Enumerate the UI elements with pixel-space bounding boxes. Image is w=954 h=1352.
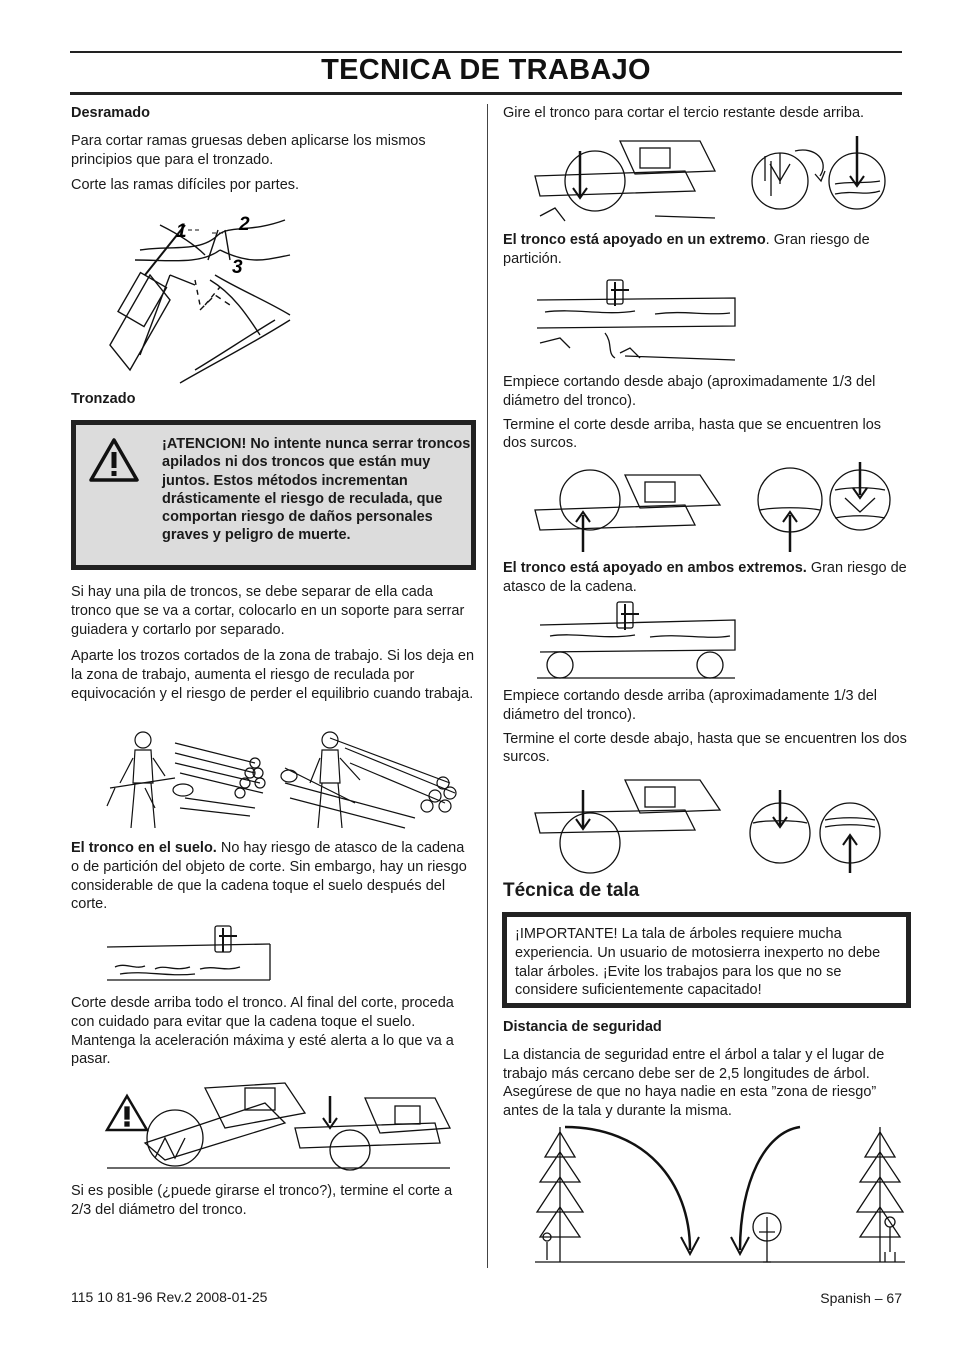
tronzado-heading: Tronzado xyxy=(71,391,136,407)
desramado-paragraph-2: Corte las ramas difíciles por partes. xyxy=(71,177,300,194)
desramado-paragraph-1: Para cortar ramas gruesas deben aplicarse los mismos principios que para el tronzado. xyxy=(71,132,426,168)
important-text: ¡IMPORTANTE! La tala de árboles requiere mucha experiencia. Un usuario de motosierra inexperto no debe talar árboles. ¡Evite los trabajos para los que no se considere suficientemente capacitado! xyxy=(515,926,881,999)
column-divider xyxy=(487,104,488,1268)
extremo-bold: El tronco está apoyado en un extremo xyxy=(503,232,766,248)
left-column xyxy=(71,104,476,195)
ambos-bold: El tronco está apoyado en ambos extremos. xyxy=(503,560,807,576)
posible-paragraph: Si es posible (¿puede girarse el tronco?), termine el corte a 2/3 del diámetro del tronco. xyxy=(71,1183,453,1218)
suelo-rest: No hay riesgo de atasco de la cadena o de partición del objeto de corte. Sin embargo, hay un riesgo considerable de que la cadena toque el suelo después del corte. xyxy=(71,840,467,913)
tala-section xyxy=(503,880,908,902)
footer-left: 115 10 81-96 Rev.2 2008-01-25 xyxy=(71,1289,268,1305)
warning-box xyxy=(71,420,476,570)
suelo-bold: El tronco en el suelo. xyxy=(71,840,217,856)
right-column-arriba xyxy=(503,687,908,767)
gire-paragraph: Gire el tronco para cortar el tercio restante desde arriba. xyxy=(503,105,865,121)
right-column-ambos xyxy=(503,559,908,597)
both-ends-support-figure xyxy=(535,600,740,682)
important-box xyxy=(502,912,911,1008)
log-stacks-figure xyxy=(105,728,465,834)
desramado-heading: Desramado xyxy=(71,105,150,121)
safety-distance-figure xyxy=(535,1122,905,1267)
delimbing-figure xyxy=(100,205,295,385)
aparte-paragraph: Aparte los trozos cortados de la zona de trabajo. Si los deja en la zona de trabajo, aumenta el riesgo de reculada por equivocación y el riesgo de perder el equilibrio cuando trabaja. xyxy=(71,648,475,702)
corte-paragraph: Corte desde arriba todo el tronco. Al final del corte, proceda con cuidado para evitar que la cadena toque el suelo. Mantenga la aceleración máxima y esté alerta a lo que va a pasar. xyxy=(71,995,454,1068)
delimbing-label-2: 2 xyxy=(239,214,250,235)
right-column-extremo xyxy=(503,231,908,269)
ground-cut-figure xyxy=(105,1078,455,1173)
right-column-distancia xyxy=(503,1018,908,1121)
ambos-paragraph xyxy=(503,559,908,597)
warning-text: ¡ATENCION! No intente nunca serrar troncos apilados ni dos troncos que están muy juntos. Estos métodos incrementan drásticamente el riesgo de reculada, que comportan riesgo de daños personales graves y peligro de muerte. xyxy=(162,436,471,544)
log-on-ground-figure xyxy=(105,922,275,987)
left-column-posible xyxy=(71,1182,476,1220)
termine-abajo-paragraph: Termine el corte desde abajo, hasta que se encuentren los dos surcos. xyxy=(503,730,907,766)
ambos-rest: Gran riesgo de atasco de la cadena. xyxy=(503,560,907,595)
header-top-rule xyxy=(70,51,902,53)
pila-paragraph: Si hay una pila de troncos, se debe separar de ella cada tronco que se va a cortar, colocarlo en un soporte para serrar guiadera y cortarlo por separado. xyxy=(71,584,465,638)
left-column-mid xyxy=(71,583,476,704)
right-column-abajo xyxy=(503,373,908,453)
footer-right: Spanish – 67 xyxy=(820,1290,902,1306)
suelo-paragraph xyxy=(71,839,476,914)
empiece-abajo-paragraph: Empiece cortando desde abajo (aproximadamente 1/3 del diámetro del tronco). xyxy=(503,374,876,409)
empiece-arriba-paragraph: Empiece cortando desde arriba (aproximadamente 1/3 del diámetro del tronco). xyxy=(503,688,877,723)
page-title: TECNICA DE TRABAJO xyxy=(321,54,651,86)
left-column-corte xyxy=(71,994,476,1069)
right-column-gire xyxy=(503,104,908,123)
tala-heading: Técnica de tala xyxy=(503,880,640,901)
cut-from-above-figure xyxy=(535,775,890,875)
distancia-paragraph: La distancia de seguridad entre el árbol a talar y el lugar de trabajo más cercano debe ser de 2,5 longitudes de árbol. Asegúrese de que no haya nadie en esta ”zona de riesgo” antes de la tala y durante la misma. xyxy=(503,1046,885,1120)
left-column-suelo xyxy=(71,839,476,914)
rotate-log-figure xyxy=(535,126,890,224)
warning-triangle-icon xyxy=(88,437,140,483)
delimbing-label-3: 3 xyxy=(232,257,243,278)
cut-from-below-figure xyxy=(535,460,890,555)
distancia-heading: Distancia de seguridad xyxy=(503,1019,662,1035)
termine-arriba-paragraph: Termine el corte desde arriba, hasta que se encuentren los dos surcos. xyxy=(503,416,882,452)
extremo-rest: . Gran riesgo de partición. xyxy=(503,232,870,267)
extremo-paragraph xyxy=(503,231,908,269)
delimbing-label-1: 1 xyxy=(176,221,187,242)
one-end-support-figure xyxy=(535,278,740,363)
header-bottom-rule xyxy=(70,92,902,95)
